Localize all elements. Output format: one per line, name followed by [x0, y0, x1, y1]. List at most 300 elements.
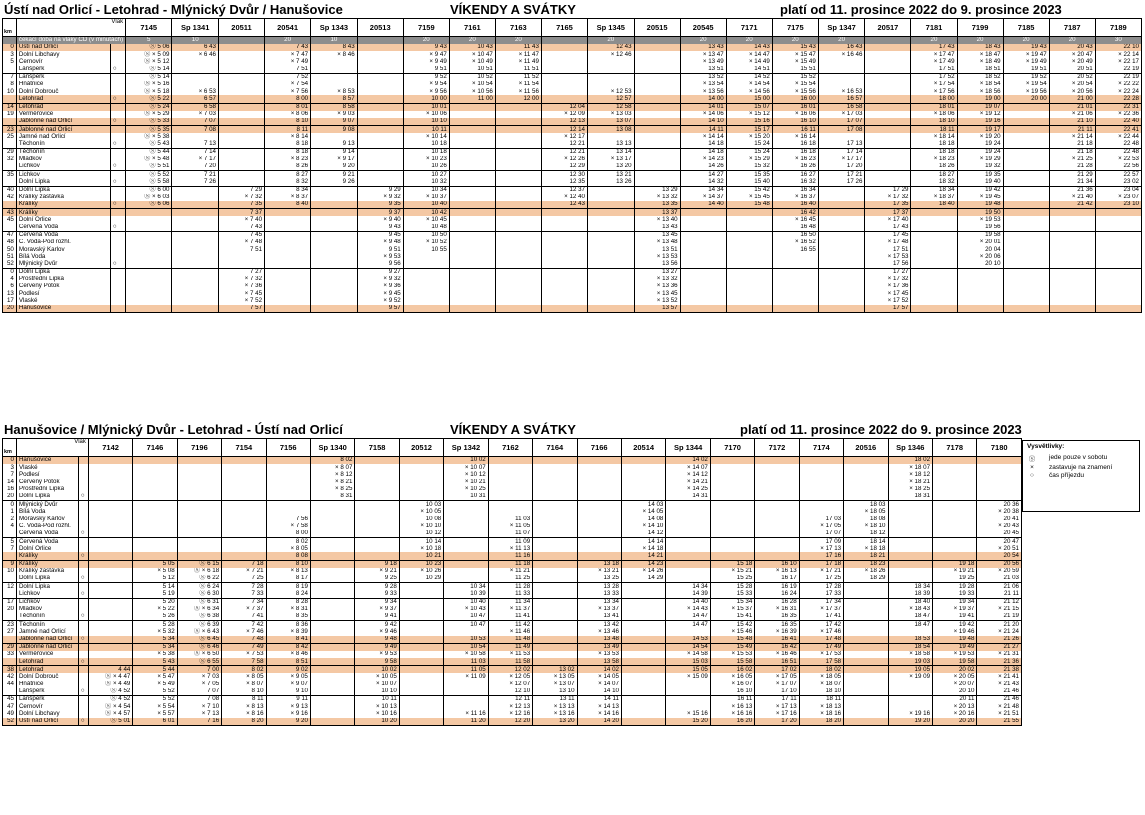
time-cell: × 18 06 [911, 111, 957, 118]
time-cell [403, 297, 449, 304]
arrival-symbol: ○ [78, 718, 88, 726]
km-cell: 7 [3, 471, 17, 478]
time-cell: 19 43 [1003, 44, 1049, 51]
time-cell: × 13 47 [680, 51, 726, 58]
arrival-symbol [110, 216, 125, 223]
time-cell: × 8 07 [222, 681, 266, 688]
station-row [3, 201, 1142, 209]
time-cell [710, 516, 754, 523]
time-cell: × 20 54 [1049, 81, 1095, 88]
time-cell [310, 523, 355, 530]
time-cell: 14 02 [577, 666, 621, 674]
time-cell [680, 268, 726, 276]
time-cell [755, 530, 799, 538]
top-timetable [2, 18, 1142, 313]
time-cell: 7 07 [172, 118, 219, 126]
time-cell [449, 194, 495, 201]
time-cell: × 5 47 [133, 673, 177, 680]
time-cell: 11 48 [488, 636, 532, 644]
time-cell: × 12 17 [541, 133, 587, 140]
time-cell [218, 148, 264, 156]
time-cell [310, 681, 355, 688]
time-cell: × 16 53 [818, 88, 865, 95]
time-cell: × 10 06 [403, 111, 449, 118]
time-cell [449, 253, 495, 260]
arrival-symbol [110, 126, 125, 134]
time-cell [818, 73, 865, 81]
time-cell [177, 516, 221, 523]
time-cell: 8 00 [265, 95, 311, 103]
time-cell [310, 658, 355, 666]
time-cell: × 13 49 [680, 58, 726, 65]
time-cell: × 10 12 [444, 471, 489, 478]
time-cell: × 18 25 [888, 486, 933, 493]
time-cell: × 10 05 [355, 673, 399, 680]
time-cell [311, 297, 358, 304]
time-cell: 10 18 [403, 140, 449, 148]
station-name: Dolní Libchavy [16, 710, 78, 717]
time-cell [533, 613, 577, 621]
station-name: Hnátnice [16, 681, 78, 688]
time-cell: 7 34 [222, 598, 266, 606]
time-cell: 11 49 [488, 643, 532, 651]
time-cell [888, 568, 933, 575]
time-cell: × 7 47 [265, 51, 311, 58]
time-cell [533, 628, 577, 635]
time-cell: 17 07 [818, 118, 865, 126]
time-cell [444, 696, 489, 704]
time-cell: × 13 52 [634, 297, 680, 304]
time-cell: 10 23 [399, 560, 443, 568]
time-cell [495, 178, 541, 186]
time-cell: 20 02 [933, 666, 977, 674]
time-cell: × 14 05 [621, 508, 665, 515]
time-cell [844, 590, 888, 598]
time-cell [88, 538, 132, 546]
time-cell [710, 538, 754, 546]
time-cell: 7 56 [266, 516, 310, 523]
time-cell: 23 04 [1095, 186, 1141, 194]
time-cell [399, 583, 443, 591]
time-cell [957, 268, 1003, 276]
time-cell [88, 479, 132, 486]
time-cell [444, 538, 489, 546]
time-cell: 14 02 [666, 457, 711, 465]
time-cell [755, 523, 799, 530]
time-cell [357, 171, 403, 179]
time-cell: × 14 13 [577, 703, 621, 710]
time-cell: × 6 46 [172, 51, 219, 58]
time-cell: 14 47 [666, 621, 711, 629]
time-cell [541, 283, 587, 290]
time-cell: 19 00 [957, 95, 1003, 103]
station-name: Černovír [16, 703, 78, 710]
time-cell: 5 34 [133, 636, 177, 644]
time-cell [218, 126, 264, 134]
time-cell [444, 530, 489, 538]
time-cell [1003, 239, 1049, 246]
time-cell [533, 538, 577, 546]
train-number: 7145 [126, 19, 172, 37]
arrival-symbol [78, 606, 88, 613]
time-cell: 13 57 [634, 305, 680, 313]
time-cell: 18 18 [911, 148, 957, 156]
km-cell: 5 [3, 58, 17, 65]
time-cell [1095, 231, 1141, 239]
time-cell: 12 11 [488, 696, 532, 704]
station-name: Dolní Orlice [16, 545, 78, 552]
time-cell: 8 41 [266, 636, 310, 644]
time-cell [1095, 290, 1141, 297]
time-cell [403, 260, 449, 268]
time-cell: 21 18 [1049, 140, 1095, 148]
time-cell: 17 14 [818, 148, 865, 156]
train-number: 7181 [911, 19, 957, 37]
station-name: Dolní Lipka [16, 583, 78, 591]
time-cell: × 10 45 [403, 216, 449, 223]
time-cell: 15 33 [710, 590, 754, 598]
time-cell [126, 246, 172, 253]
time-cell: 12 21 [541, 140, 587, 148]
time-cell: 16 28 [755, 598, 799, 606]
time-cell: 15 48 [726, 201, 772, 209]
arrival-symbol [110, 148, 125, 156]
time-cell: × 19 20 [957, 133, 1003, 140]
station-row [3, 246, 1142, 253]
time-cell: 13 07 [587, 118, 634, 126]
time-cell [1003, 103, 1049, 111]
time-cell [726, 297, 772, 304]
time-cell: × 13 07 [533, 681, 577, 688]
time-cell: 8 34 [265, 186, 311, 194]
time-cell: × 7 49 [265, 58, 311, 65]
time-cell [726, 260, 772, 268]
time-cell: 11 09 [488, 538, 532, 546]
time-cell: 16 18 [772, 140, 818, 148]
time-cell [1003, 118, 1049, 126]
wait-time-label: čekací doba na vlaky ČD (v minutách) [16, 37, 125, 45]
time-cell: 8 43 [311, 44, 358, 51]
time-cell: × 5 08 [133, 568, 177, 575]
km-cell: 4 [3, 276, 17, 283]
time-cell [172, 260, 219, 268]
time-cell [634, 140, 680, 148]
time-cell: 9 43 [357, 224, 403, 232]
time-cell [126, 253, 172, 260]
time-cell [710, 493, 754, 501]
time-cell: × 10 21 [444, 479, 489, 486]
km-cell: 4 [3, 523, 17, 530]
time-cell [541, 44, 587, 51]
time-cell [126, 209, 172, 217]
time-cell [310, 703, 355, 710]
time-cell [88, 621, 132, 629]
time-cell: Ⓢ 5 14 [126, 73, 172, 81]
time-cell: 11 18 [488, 560, 532, 568]
time-cell [265, 268, 311, 276]
time-cell [1095, 283, 1141, 290]
time-cell [621, 457, 665, 465]
time-cell: 13 29 [634, 186, 680, 194]
time-cell: × 19 12 [957, 111, 1003, 118]
time-cell [1003, 126, 1049, 134]
time-cell: 17 51 [911, 66, 957, 74]
time-cell: × 17 49 [911, 58, 957, 65]
time-cell: 10 32 [403, 178, 449, 186]
km-cell: 52 [3, 260, 17, 268]
time-cell [399, 486, 443, 493]
time-cell [587, 58, 634, 65]
time-cell [666, 696, 711, 704]
time-cell: × 20 06 [957, 253, 1003, 260]
station-row [3, 621, 1022, 629]
train-number: 7154 [222, 439, 266, 457]
time-cell: 18 54 [888, 643, 933, 651]
time-cell: × 14 25 [666, 486, 711, 493]
time-cell: 8 00 [266, 530, 310, 538]
time-cell: × 13 40 [634, 216, 680, 223]
time-cell: × 16 39 [755, 628, 799, 635]
time-cell [666, 688, 711, 696]
time-cell [957, 305, 1003, 313]
station-row [3, 148, 1142, 156]
arrival-symbol [78, 621, 88, 629]
time-cell: × 11 16 [444, 710, 489, 717]
time-cell [755, 464, 799, 471]
station-name: Moravský Karlov [16, 516, 78, 523]
time-cell [355, 538, 399, 546]
time-cell: 20 11 [933, 696, 977, 704]
wait-time-cell: 30 [1095, 37, 1141, 45]
time-cell [355, 552, 399, 560]
time-cell: × 8 07 [310, 464, 355, 471]
time-cell [844, 583, 888, 591]
time-cell: 19 24 [957, 148, 1003, 156]
time-cell: 19 41 [933, 613, 977, 621]
time-cell [818, 246, 865, 253]
time-cell [355, 530, 399, 538]
time-cell: 10 11 [403, 126, 449, 134]
time-cell [621, 464, 665, 471]
time-cell [818, 268, 865, 276]
time-cell: 12 20 [488, 718, 532, 726]
time-cell: × 9 40 [357, 216, 403, 223]
time-cell: 21 36 [977, 658, 1022, 666]
arrival-symbol: ○ [110, 66, 125, 74]
time-cell [449, 231, 495, 239]
time-cell [818, 194, 865, 201]
station-row [3, 276, 1142, 283]
time-cell: 17 56 [865, 260, 911, 268]
time-cell [403, 305, 449, 313]
time-cell: 13 37 [634, 209, 680, 217]
time-cell [1095, 276, 1141, 283]
time-cell [1049, 290, 1095, 297]
time-cell [634, 103, 680, 111]
time-cell: 19 17 [957, 126, 1003, 134]
time-cell: 10 55 [403, 246, 449, 253]
time-cell [403, 276, 449, 283]
time-cell: × 18 07 [799, 681, 843, 688]
time-cell: × 9 54 [403, 81, 449, 88]
time-cell: × 13 05 [533, 673, 577, 680]
legend-text: čas příjezdu [1049, 472, 1085, 479]
train-number: 7146 [133, 439, 177, 457]
time-cell [133, 464, 177, 471]
time-cell: 19 28 [933, 583, 977, 591]
time-cell: × 7 10 [177, 703, 221, 710]
time-cell: × 14 58 [666, 651, 711, 658]
station-row [3, 290, 1142, 297]
time-cell [634, 163, 680, 171]
time-cell: 8 24 [266, 590, 310, 598]
station-row [3, 95, 1142, 103]
train-number: 7142 [88, 439, 132, 457]
time-cell: × 15 09 [666, 673, 711, 680]
time-cell [311, 239, 358, 246]
time-cell [177, 457, 221, 465]
time-cell [177, 508, 221, 515]
arrival-symbol [110, 305, 125, 313]
time-cell: 18 27 [911, 171, 957, 179]
time-cell [310, 621, 355, 629]
time-cell: 9 57 [357, 305, 403, 313]
arrival-symbol [110, 111, 125, 118]
time-cell [755, 545, 799, 552]
time-cell: × 14 18 [621, 545, 665, 552]
train-number: 20511 [218, 19, 264, 37]
time-cell [818, 216, 865, 223]
time-cell [177, 486, 221, 493]
km-cell: 25 [3, 133, 17, 140]
time-cell: Ⓢ × 6 18 [177, 568, 221, 575]
time-cell: 11 34 [488, 598, 532, 606]
station-name: Králíky [16, 209, 110, 217]
time-cell: 10 48 [403, 224, 449, 232]
time-cell [357, 44, 403, 51]
time-cell: × 10 07 [444, 464, 489, 471]
time-cell: 15 05 [666, 666, 711, 674]
km-cell: 14 [3, 103, 17, 111]
time-cell: 18 02 [799, 666, 843, 674]
time-cell: × 7 05 [177, 681, 221, 688]
time-cell [933, 471, 977, 478]
time-cell [957, 290, 1003, 297]
time-cell [177, 523, 221, 530]
time-cell [222, 493, 266, 501]
time-cell: × 16 46 [818, 51, 865, 58]
time-cell: 8 11 [222, 696, 266, 704]
time-cell: 19 07 [957, 103, 1003, 111]
time-cell [311, 66, 358, 74]
time-cell: × 22 17 [1095, 58, 1141, 65]
km-cell: 38 [3, 666, 17, 674]
saturday-only-icon: Ⓢ [1028, 456, 1036, 463]
time-cell [911, 290, 957, 297]
km-cell: 40 [3, 186, 17, 194]
time-cell [1095, 224, 1141, 232]
time-cell [888, 501, 933, 509]
time-cell [265, 231, 311, 239]
time-cell [449, 209, 495, 217]
time-cell: × 13 37 [577, 606, 621, 613]
time-cell: 10 47 [444, 613, 489, 621]
time-cell: × 15 46 [710, 628, 754, 635]
wait-time-cell: 20 [957, 37, 1003, 45]
time-cell [533, 606, 577, 613]
time-cell [587, 224, 634, 232]
time-cell [587, 305, 634, 313]
station-row [3, 666, 1022, 674]
station-row [3, 606, 1022, 613]
time-cell [172, 73, 219, 81]
time-cell [444, 523, 489, 530]
time-cell: 20 56 [977, 560, 1022, 568]
time-cell: 5 19 [133, 590, 177, 598]
time-cell [310, 538, 355, 546]
time-cell: × 20 13 [933, 703, 977, 710]
time-cell [844, 493, 888, 501]
time-cell [933, 552, 977, 560]
time-cell: 15 49 [710, 643, 754, 651]
time-cell: 9 26 [311, 178, 358, 186]
station-row [3, 651, 1022, 658]
time-cell: 13 10 [533, 688, 577, 696]
time-cell [710, 552, 754, 560]
time-cell: 11 58 [488, 658, 532, 666]
time-cell: 9 10 [266, 688, 310, 696]
km-cell [3, 636, 17, 644]
station-row [3, 283, 1142, 290]
time-cell [710, 457, 754, 465]
time-cell [310, 688, 355, 696]
time-cell [710, 479, 754, 486]
time-cell [449, 224, 495, 232]
time-cell: 15 28 [710, 583, 754, 591]
time-cell [222, 508, 266, 515]
time-cell [1049, 253, 1095, 260]
time-cell [495, 126, 541, 134]
bottom-validity-label: platí od 11. prosince 2022 do 9. prosince 2023 [740, 422, 1022, 437]
arrival-symbol: ○ [78, 636, 88, 644]
time-cell: 9 28 [355, 583, 399, 591]
time-cell: 13 58 [577, 658, 621, 666]
time-cell [577, 479, 621, 486]
time-cell [621, 710, 665, 717]
time-cell: 19 50 [957, 209, 1003, 217]
time-cell [755, 552, 799, 560]
time-cell: × 17 56 [911, 88, 957, 95]
time-cell [799, 508, 843, 515]
time-cell [755, 508, 799, 515]
time-cell [755, 479, 799, 486]
time-cell: × 14 07 [577, 681, 621, 688]
time-cell: 16 48 [772, 224, 818, 232]
station-name: Prostřední Lipka [16, 276, 110, 283]
time-cell: Ⓢ × 4 49 [88, 681, 132, 688]
time-cell: 19 48 [957, 201, 1003, 209]
time-cell [577, 516, 621, 523]
time-cell [755, 516, 799, 523]
time-cell [1095, 260, 1141, 268]
time-cell: 9 33 [355, 590, 399, 598]
time-cell [266, 471, 310, 478]
station-row [3, 598, 1022, 606]
time-cell: 14 31 [666, 493, 711, 501]
time-cell [218, 95, 264, 103]
time-cell: 7 21 [172, 171, 219, 179]
time-cell [88, 516, 132, 523]
